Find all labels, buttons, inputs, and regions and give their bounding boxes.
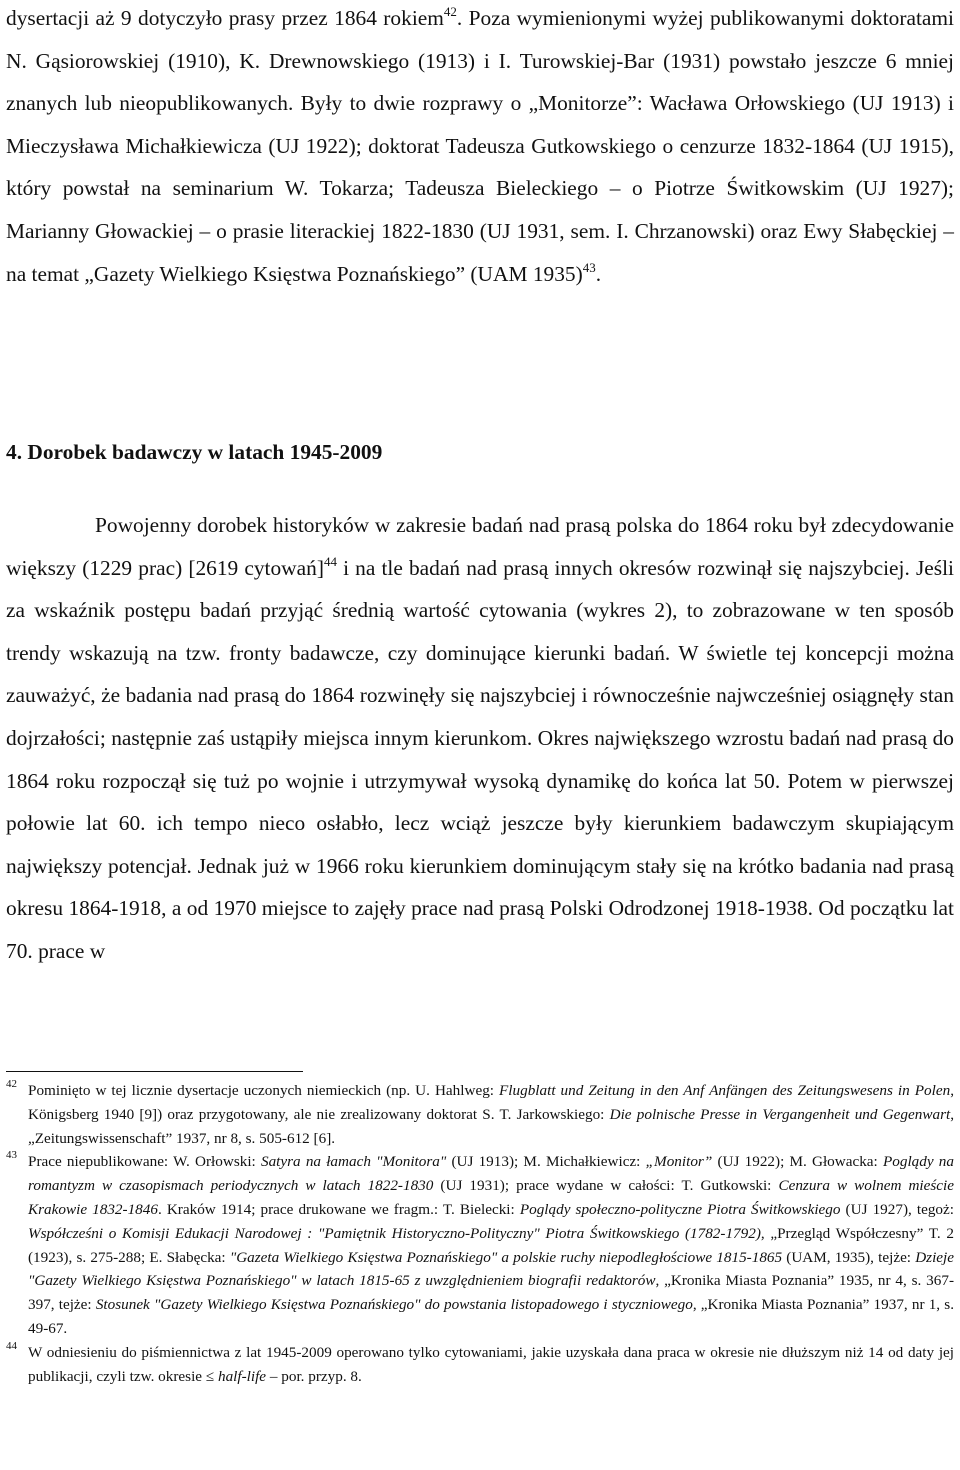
footnote-text: . Kraków 1914; prace drukowane we fragm.: T. Bielecki: xyxy=(157,1200,520,1218)
footnote-text: Prace niepublikowane: W. Orłowski: xyxy=(28,1153,261,1171)
footnote-43 xyxy=(6,1150,954,1340)
footnote-text: (UJ 1927), tegoż: xyxy=(840,1200,954,1218)
footnote-title: Współcześni o Komisji Edukacji Narodowej : "Pamiętnik Historyczno-Polityczny" Piotra Świtkowskiego (1782-1792) xyxy=(28,1224,761,1242)
footnote-ref-43[interactable]: 43 xyxy=(582,259,596,275)
footnote-title: Satyra na łamach "Monitora" xyxy=(260,1153,447,1171)
footnote-text: , „Przegląd Współczesny” T. 2 (1923), s. 275-288; E. Słabęcka: xyxy=(28,1224,954,1266)
section-heading: 4. Dorobek badawczy w latach 1945-2009 xyxy=(6,440,383,464)
footnote-text: , Königsberg 1940 [9]) oraz przygotowany, ale nie zrealizowany doktorat S. T. Jarkowskiego: xyxy=(28,1082,954,1123)
footnote-44 xyxy=(6,1341,954,1389)
footnote-text: , „Kronika Miasta Poznania” 1937, nr 1, s. 49-67. xyxy=(28,1296,954,1337)
footnote-number: 44 xyxy=(6,1339,17,1352)
footnote-text: (UJ 1931); prace wydane w całości: T. Gutkowski: xyxy=(433,1177,779,1195)
footnote-title: Die polnische Presse in Vergangenheit und Gegenwart xyxy=(609,1105,951,1123)
footnote-title: Cenzura w wolnem mieście Krakowie 1832-1846 xyxy=(28,1177,955,1218)
footnote-42 xyxy=(6,1079,954,1150)
footnote-text: W odniesieniu do piśmiennictwa z lat 1945-2009 operowano tylko cytowaniami, jakie uzyskała dana praca w okresie nie dłuższym niż 14 od daty jej publikacji, czyli tzw. okresie ≤ xyxy=(28,1343,954,1385)
paragraph-text: dysertacji aż 9 dotyczyło prasy przez 1864 rokiem xyxy=(6,6,444,30)
footnote-separator xyxy=(6,1071,303,1072)
footnote-title: „Monitor” xyxy=(645,1153,713,1171)
paragraph-text: . Poza wymienionymi wyżej publikowanymi doktoratami N. Gąsiorowskiej (1910), K. Drewnowskiego (1913) i I. Turowskiej-Bar (1931) powstało jeszcze 6 mniej znanych lub nieopublikowanych. Były to dwie rozprawy o „Monitorze”: Wacława Orłowskiego (UJ 1913) i Mieczysława Michałkiewicza (UJ 1922); doktorat Tadeusza Gutkowskiego o cenzurze 1832-1864 (UJ 1915), który powstał na seminarium W. Tokarza; Tadeusza Bieleckiego – o Piotrze Świtkowskim (UJ 1927); Marianny Głowackiej – o prasie literackiej 1822-1830 (UJ 1931, sem. I. Chrzanowski) oraz Ewy Słabęckiej – na temat „Gazety Wielkiego Księstwa Poznańskiego” (UAM 1935) xyxy=(6,6,955,286)
footnote-title: Stosunek "Gazety Wielkiego Księstwa Poznańskiego" do powstania listopadowego i styczniowego xyxy=(95,1296,693,1314)
footnote-title: Poglądy na romantyzm w czasopismach periodycznych w latach 1822-1830 xyxy=(28,1153,954,1195)
footnote-text: (UJ 1913); M. Michałkiewicz: xyxy=(446,1153,646,1171)
footnote-number: 42 xyxy=(6,1078,17,1090)
footnote-text: (UAM, 1935), tejże: xyxy=(782,1248,916,1266)
footnote-text: Pominięto w tej licznie dysertacje uczonych niemieckich (np. U. Hahlweg: xyxy=(28,1082,500,1099)
footnote-title: "Gazeta Wielkiego Księstwa Poznańskiego" a polskie ruchy niepodległościowe 1815-1865 xyxy=(229,1248,783,1266)
paragraph-text: i na tle badań nad prasą innych okresów rozwinął się najszybciej. Jeśli za wskaźnik postępu badań przyjąć średnią wartość cytowania (wykres 2), to zobrazowane w ten sposób trendy wskazują na tzw. fronty badawcze, czy dominujące kierunki badań. W świetle tej koncepcji można zauważyć, że badania nad prasą do 1864 rozwinęły się najszybciej i równocześnie najwcześniej osiągnęły stan dojrzałości; następnie zaś ustąpiły miejsca innym kierunkom. Okres największego wzrostu badań nad prasą do 1864 roku rozpoczął się tuż po wojnie i utrzymywał wysoką dynamikę do końca lat 50. Potem w pierwszej połowie lat 60. ich tempo nieco osłabło, lecz wciąż jeszcze były kierunkiem badawczym skupiającym największy potencjał. Jednak już w 1966 roku kierunkiem dominującym stały się na krótko badania nad prasą okresu 1864-1918, a od 1970 miejsce to zajęły prace nad prasą Polski Odrodzonej 1918-1938. Od początku lat 70. prace w xyxy=(6,555,954,963)
footnote-text: – por. przyp. 8. xyxy=(266,1367,362,1385)
footnote-text: , „Kronika Miasta Poznania” 1935, nr 4, s. 367-397, tejże: xyxy=(28,1272,954,1314)
footnote-title: Poglądy społeczno-polityczne Piotra Świtkowskiego xyxy=(519,1200,841,1218)
footnote-text: (UJ 1922); M. Głowacka: xyxy=(712,1153,883,1171)
footnote-number: 43 xyxy=(6,1149,17,1162)
paragraph-text: . xyxy=(595,261,602,286)
footnote-title: Flugblatt und Zeitung in den Anf Anfängen des Zeitungswesens in Polen xyxy=(499,1082,951,1099)
paragraph-postwar-research xyxy=(6,504,954,973)
footnote-text: , „Zeitungswissenschaft” 1937, nr 8, s. 505-612 [6]. xyxy=(28,1105,955,1147)
footnote-title: half-life xyxy=(217,1367,267,1385)
footnote-ref-42[interactable]: 42 xyxy=(443,4,457,19)
paragraph-text: Powojenny dorobek historyków w zakresie badań nad prasą polska do 1864 roku był zdecydowanie większy (1229 prac) [2619 cytowań] xyxy=(6,513,954,580)
footnotes xyxy=(6,1079,954,1388)
paragraph-dissertations xyxy=(6,0,954,295)
footnote-title: Dzieje "Gazety Wielkiego Księstwa Poznańskiego" w latach 1815-65 z uwzględnieniem biografii redaktorów xyxy=(28,1248,955,1290)
footnote-ref-44[interactable]: 44 xyxy=(323,553,337,569)
